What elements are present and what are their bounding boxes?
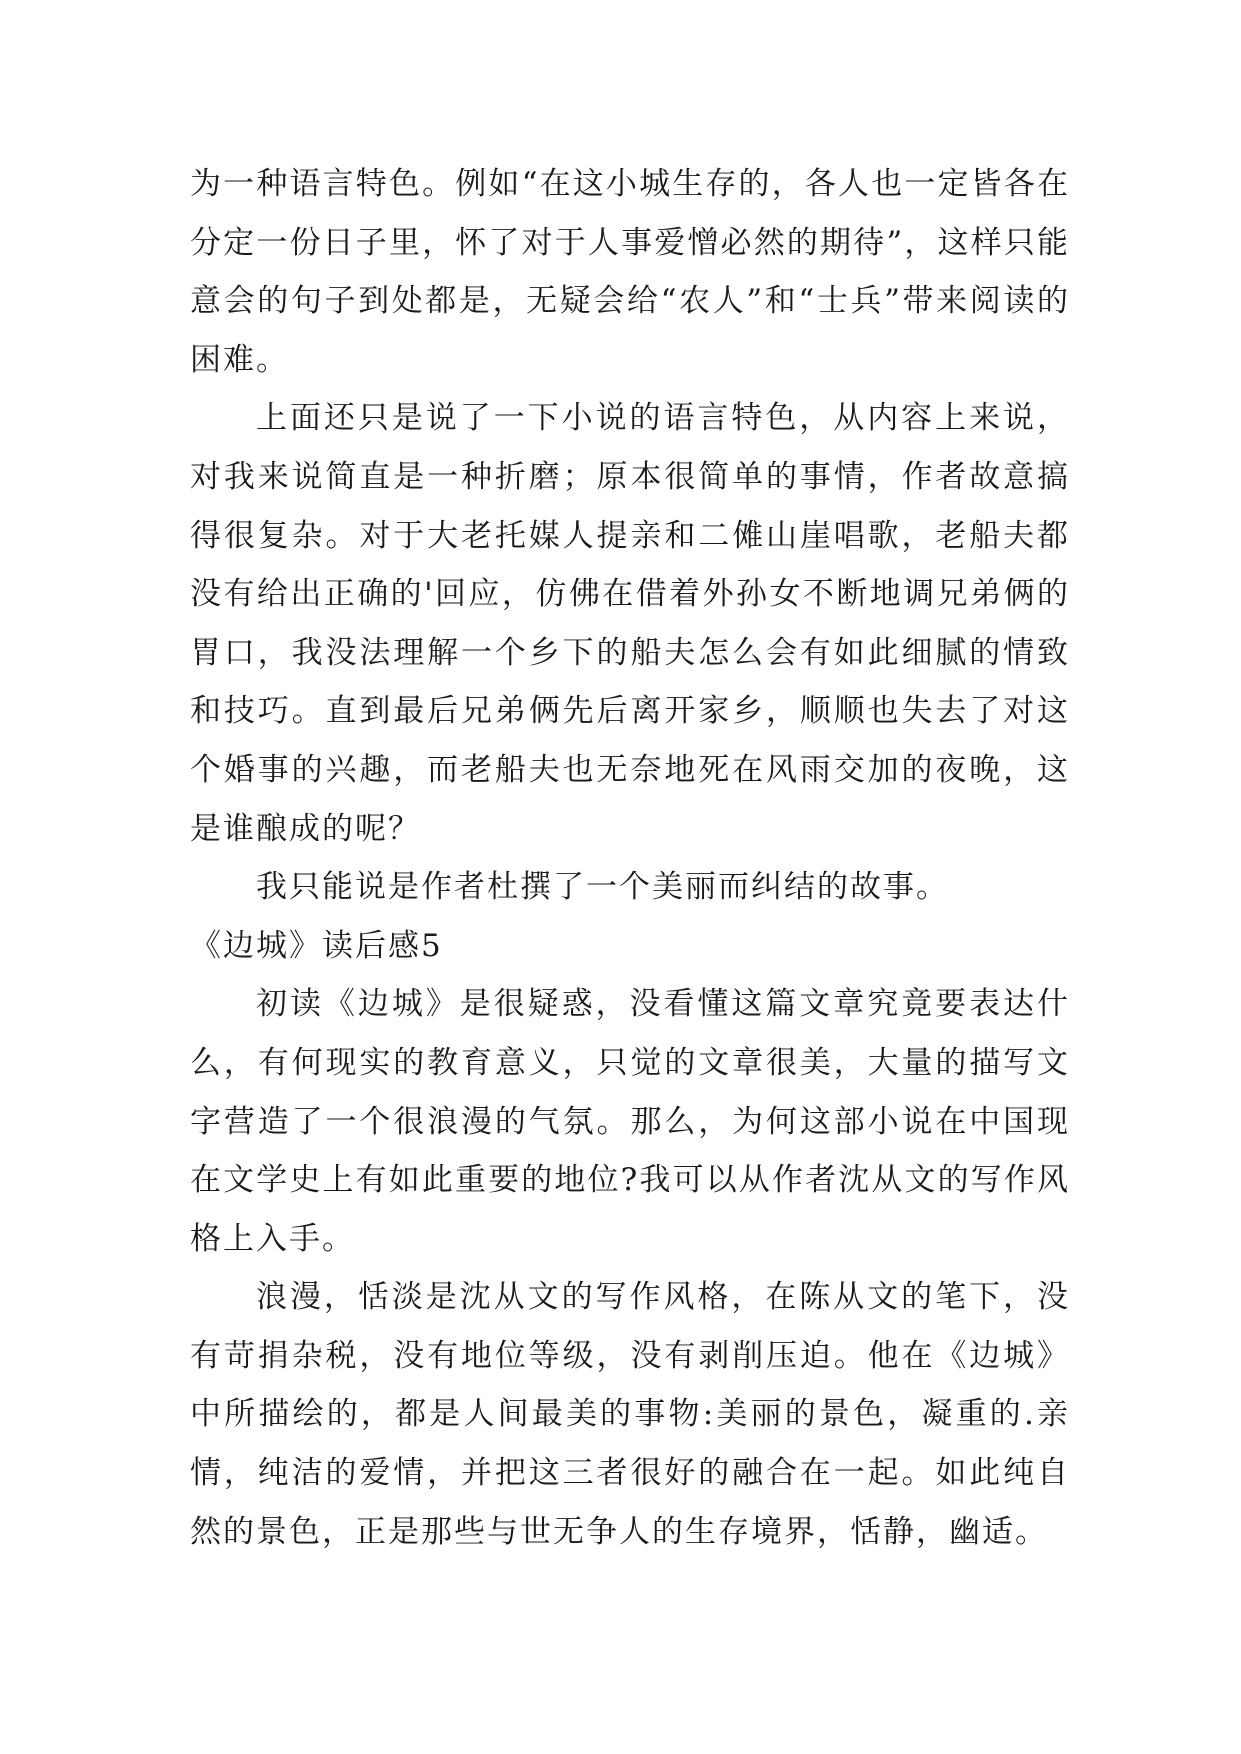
section-heading: 《边城》读后感5 [190, 927, 443, 964]
paragraph-content-critique: 上面还只是说了一下小说的语言特色，从内容上来说，对我来说简直是一种折磨；原本很简单的事情，作者故意搞得很复杂。对于大老托媒人提亲和二傩山崖唱歌，老船夫都没有给出正确的'回应，仿佛在借着外孙女不断地调兄弟俩的胃口，我没法理解一个乡下的船夫怎么会有如此细腻的情致和技巧。直到最后兄弟俩先后离开家乡，顺顺也失去了对这个婚事的兴趣，而老船夫也无奈地死在风雨交加的夜晚，这是谁酿成的呢？ [190, 400, 1070, 847]
paragraph-continued: 为一种语言特色。例如“在这小城生存的，各人也一定皆各在分定一份日子里，怀了对于人事爱憎必然的期待”，这样只能意会的句子到处都是，无疑会给“农人”和“士兵”带来阅读的困难。 [190, 166, 1070, 378]
paragraph-writing-style: 浪漫，恬淡是沈从文的写作风格，在陈从文的笔下，没有苛捐杂税，没有地位等级，没有剥削压迫。他在《边城》中所描绘的，都是人间最美的事物:美丽的景色，凝重的.亲情，纯洁的爱情，并把这三者很好的融合在一起。如此纯自然的景色，正是那些与世无争人的生存境界，恬静，幽适。 [190, 1279, 1070, 1550]
paragraph-conclusion: 我只能说是作者杜撰了一个美丽而纠结的故事。 [256, 869, 949, 906]
document-body [190, 155, 1070, 1561]
paragraph-first-reading: 初读《边城》是很疑惑，没看懂这篇文章究竟要表达什么，有何现实的教育意义，只觉的文章很美，大量的描写文字营造了一个很浪漫的气氛。那么，为何这部小说在中国现在文学史上有如此重要的地位?我可以从作者沈从文的写作风格上入手。 [190, 986, 1070, 1257]
